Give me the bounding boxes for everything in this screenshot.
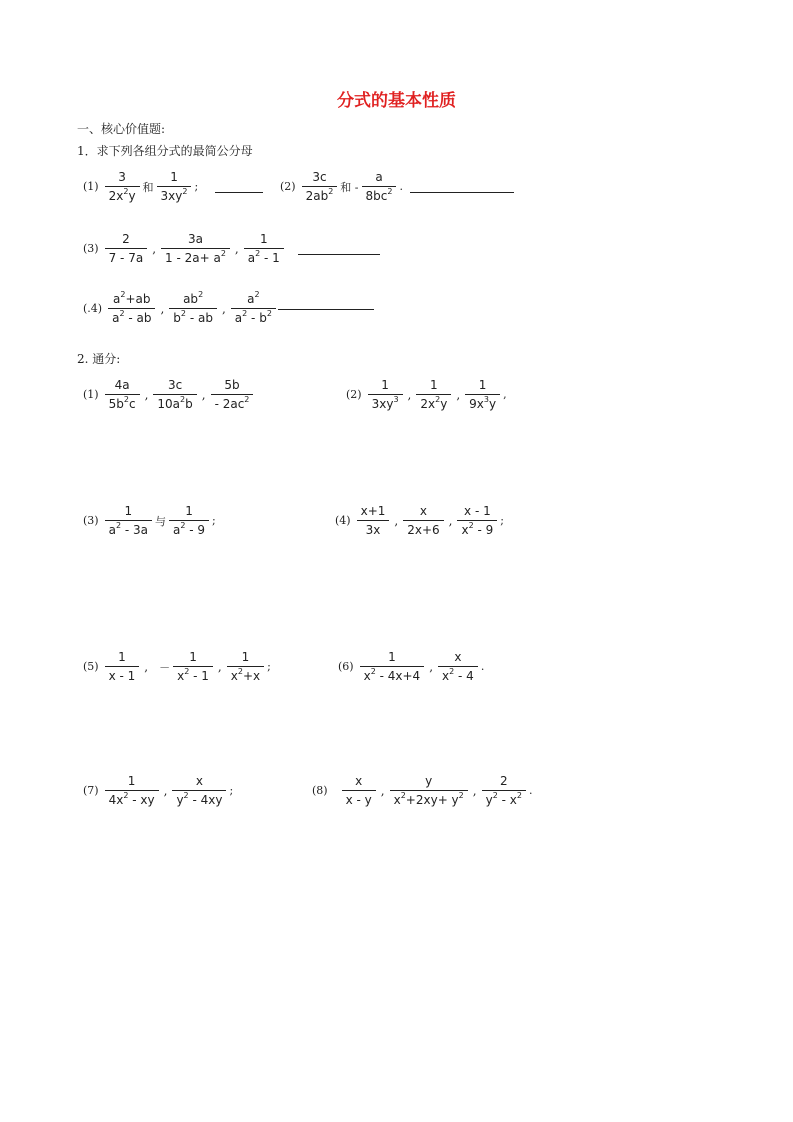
minus-sign: － — [159, 660, 171, 674]
fraction: $\frac{1}{a^2 - 1}$ — [244, 232, 284, 265]
fraction: $\frac{1}{x^2 - 1}$ — [173, 650, 213, 683]
fraction: $\frac{3c}{10a^2b}$ — [153, 378, 196, 411]
answer-blank[interactable] — [298, 253, 380, 255]
fraction: $\frac{a}{8bc^2}$ — [362, 170, 397, 203]
fraction: $\frac{x}{y^2 - 4xy}$ — [172, 774, 226, 807]
question-1-heading: 1．求下列各组分式的最简公分母 — [77, 144, 253, 158]
fraction: $\frac{y}{x^2+2xy+ y^2}$ — [390, 774, 468, 807]
fraction: $\frac{1}{x - 1}$ — [105, 650, 140, 683]
fraction: $\frac{1}{a^2 - 3a}$ — [105, 504, 152, 537]
fraction: $\frac{1}{3xy^2}$ — [157, 170, 192, 203]
q1-problem-4 — [83, 292, 374, 325]
punctuation: , — [152, 241, 157, 256]
fraction: $\frac{x+1}{3x}$ — [357, 504, 390, 537]
q2-problem-7 — [83, 774, 234, 807]
punctuation: , — [380, 783, 385, 798]
problem-number: (3) — [83, 514, 99, 527]
fraction: $\frac{4a}{5b^2c}$ — [105, 378, 140, 411]
problem-number: (5) — [83, 660, 99, 673]
punctuation: . — [528, 784, 533, 797]
punctuation: , — [407, 387, 412, 402]
fraction: $\frac{3a}{1 - 2a+ a^2}$ — [161, 232, 230, 265]
section-heading: 一、核心价值题: — [77, 122, 166, 136]
q1-problem-2 — [280, 170, 514, 203]
punctuation: ; — [500, 514, 504, 527]
fraction: $\frac{1}{9x^3y}$ — [465, 378, 500, 411]
problem-number: (3) — [83, 242, 99, 255]
punctuation: . — [480, 660, 485, 673]
fraction: $\frac{x}{x - y}$ — [342, 774, 376, 807]
fraction: $\frac{x}{x^2 - 4}$ — [438, 650, 478, 683]
problem-number: (1) — [83, 180, 99, 193]
punctuation: , — [503, 388, 507, 401]
q2-problem-6 — [338, 650, 485, 683]
conjunction: 和 - — [340, 180, 359, 194]
fraction: $\frac{x - 1}{x^2 - 9}$ — [457, 504, 497, 537]
fraction: $\frac{1}{x^2+x}$ — [227, 650, 264, 683]
answer-blank[interactable] — [410, 191, 514, 193]
fraction: $\frac{3}{2x^2y}$ — [105, 170, 140, 203]
punctuation: , — [163, 783, 168, 798]
punctuation: , — [144, 659, 149, 674]
fraction: $\frac{1}{3xy^3}$ — [368, 378, 403, 411]
punctuation: , — [217, 659, 222, 674]
punctuation: , — [456, 387, 461, 402]
q1-problem-3 — [83, 232, 380, 265]
q2-problem-5 — [83, 650, 272, 683]
punctuation: , — [221, 301, 226, 316]
fraction: $\frac{1}{2x^2y}$ — [416, 378, 451, 411]
fraction: $\frac{a^2+ab}{a^2 - ab}$ — [108, 292, 155, 325]
punctuation: ; — [212, 514, 216, 527]
q2-problem-1 — [83, 378, 255, 411]
fraction: $\frac{x}{2x+6}$ — [403, 504, 443, 537]
problem-number: (6) — [338, 660, 354, 673]
punctuation: , — [144, 387, 149, 402]
problem-number: (8) — [312, 784, 328, 797]
punctuation: ; — [229, 784, 234, 797]
punctuation: , — [472, 783, 477, 798]
problem-number: (.4) — [83, 302, 103, 315]
punctuation: , — [429, 659, 434, 674]
problem-number: (4) — [335, 514, 351, 527]
punctuation: ; — [267, 660, 271, 673]
question-2-heading: 2. 通分: — [77, 352, 121, 366]
punctuation: , — [160, 301, 165, 316]
fraction: $\frac{2}{7 - 7a}$ — [105, 232, 148, 265]
conjunction: 与 — [155, 514, 166, 528]
problem-number: (7) — [83, 784, 99, 797]
problem-number: (2) — [280, 180, 296, 193]
answer-blank[interactable] — [215, 191, 263, 193]
fraction: $\frac{2}{y^2 - x^2}$ — [482, 774, 526, 807]
fraction: $\frac{ab^2}{b^2 - ab}$ — [169, 292, 217, 325]
fraction: $\frac{a^2}{a^2 - b^2}$ — [231, 292, 276, 325]
fraction: $\frac{3c}{2ab^2}$ — [302, 170, 338, 203]
punctuation: , — [394, 513, 399, 528]
q2-problem-8 — [312, 774, 533, 807]
answer-blank[interactable] — [278, 308, 374, 310]
punctuation: , — [201, 387, 206, 402]
conjunction: 和 — [142, 180, 154, 194]
punctuation: , — [234, 241, 239, 256]
fraction: $\frac{1}{a^2 - 9}$ — [169, 504, 209, 537]
q2-problem-2 — [346, 378, 508, 411]
page-title: 分式的基本性质 — [337, 91, 456, 111]
q1-problem-1 — [83, 170, 263, 203]
punctuation: , — [448, 513, 453, 528]
fraction: $\frac{1}{x^2 - 4x+4}$ — [360, 650, 425, 683]
problem-number: (2) — [346, 388, 362, 401]
problem-number: (1) — [83, 388, 99, 401]
fraction: $\frac{5b}{- 2ac^2}$ — [211, 378, 254, 411]
punctuation: ; — [194, 180, 199, 193]
punctuation: . — [399, 180, 403, 193]
fraction: $\frac{1}{4x^2 - xy}$ — [105, 774, 159, 807]
q2-problem-3 — [83, 504, 217, 537]
q2-problem-4 — [335, 504, 505, 537]
